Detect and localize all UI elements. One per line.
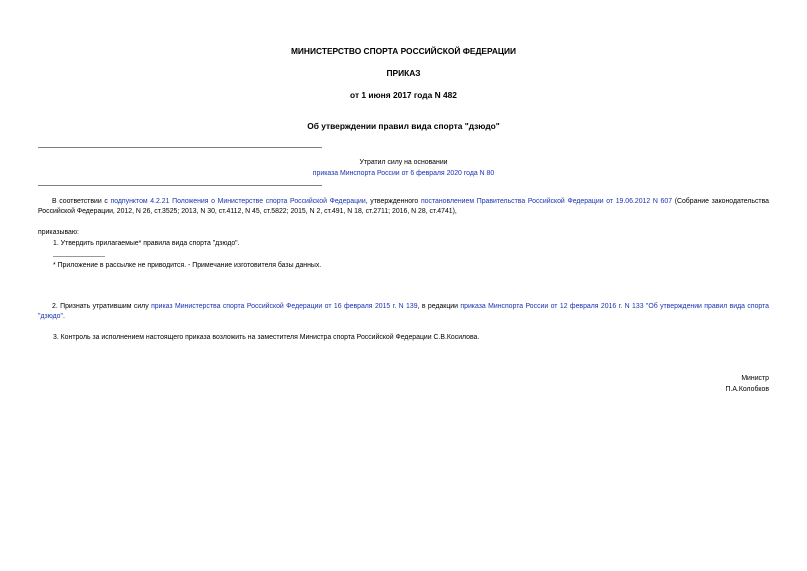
item-3: 3. Контроль за исполнением настоящего приказа возложить на заместителя Министра спорта Российской Федерации С.В.Косилова. xyxy=(53,334,480,341)
preamble-text-2: , утвержденного xyxy=(365,198,421,205)
preamble-paragraph xyxy=(38,197,769,217)
preamble-text-3: (Собрание законодательства Российской Федерации, 2012, N 26, ст.3525; 2013, N 30, ст.4112, N 45, ст.5822; 2015, N 2, ст.491, N 18, ст.2711; 2016, N 28, ст.4741), xyxy=(38,198,769,215)
item-1: 1. Утвердить прилагаемые* правила вида спорта "дзюдо". xyxy=(53,240,240,247)
government-decree-link[interactable]: постановлением Правительства Российской Федерации от 19.06.2012 N 607 xyxy=(420,198,673,205)
ministry-title: МИНИСТЕРСТВО СПОРТА РОССИЙСКОЙ ФЕДЕРАЦИИ xyxy=(290,46,517,56)
document-date-number: от 1 июня 2017 года N 482 xyxy=(350,90,457,100)
regulation-link[interactable]: подпунктом 4.2.21 Положения о Министерстве спорта Российской Федерации xyxy=(110,198,366,205)
document-subject: Об утверждении правил вида спорта "дзюдо" xyxy=(307,121,500,131)
signature-name: П.А.Колобков xyxy=(725,386,769,393)
item-2 xyxy=(38,302,769,322)
signature-title: Министр xyxy=(741,375,769,382)
status-repeal-link[interactable]: приказа Минспорта России от 6 февраля 2020 года N 80 xyxy=(312,170,495,177)
order-word: приказываю: xyxy=(38,229,79,236)
item-2-text-1: 2. Признать утратившим силу xyxy=(52,303,152,310)
amending-order-link[interactable]: приказа Минспорта России от 12 февраля 2016 г. N 133 "Об утверждении правил вида спорта "дзюдо" xyxy=(38,303,770,320)
footnote-divider xyxy=(53,256,105,257)
divider-top xyxy=(38,147,322,148)
divider-bottom xyxy=(38,185,322,186)
repealed-order-link[interactable]: приказ Министерства спорта Российской Федерации от 16 февраля 2015 г. N 139 xyxy=(151,303,418,310)
status-link-wrap xyxy=(0,169,807,179)
item-2-text-2: , в редакции xyxy=(417,303,461,310)
status-note: Утратил силу на основании xyxy=(359,159,448,166)
document-type: ПРИКАЗ xyxy=(386,68,421,78)
item-2-text-3: . xyxy=(62,313,65,320)
footnote: * Приложение в рассылке не приводится. - Примечание изготовителя базы данных. xyxy=(53,262,322,269)
preamble-text-1: В соответствии с xyxy=(52,198,111,205)
